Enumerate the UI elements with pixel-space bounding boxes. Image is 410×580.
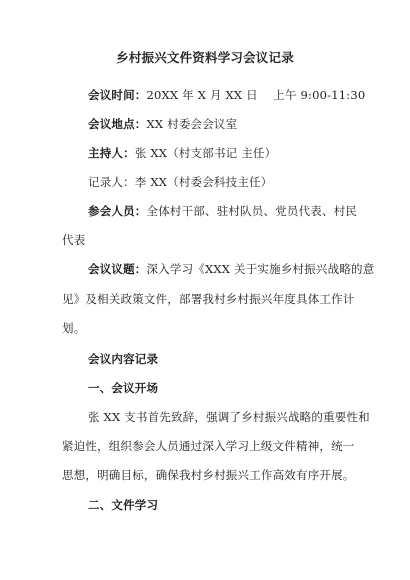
attendees-line-1: [88, 203, 357, 219]
meeting-place: [88, 116, 237, 132]
host: [88, 145, 276, 161]
section-1-line-2: 紧迫性，组织参会人员通过深入学习上级文件精神，统一: [62, 439, 355, 453]
meeting-time: [88, 87, 365, 103]
recorder: [88, 174, 272, 190]
recorder-label: 记录人：: [88, 175, 135, 189]
recorder-value: 李 XX（村委会科技主任）: [134, 175, 273, 189]
topic-value-1: 深入学习《XXX 关于实施乡村振兴战略的意: [146, 262, 375, 276]
topic-line-3: 划。: [62, 321, 86, 335]
host-label: 主持人：: [88, 146, 135, 160]
attendees-line-2: 代表: [62, 233, 86, 247]
topic-line-2: 见》及相关政策文件，部署我村乡村振兴年度具体工作计: [62, 292, 355, 306]
section-2-heading: 二、文件学习: [88, 498, 159, 512]
section-1-line-3: 思想，明确目标，确保我村乡村振兴工作高效有序开展。: [62, 468, 355, 482]
meeting-place-label: 会议地点：: [88, 117, 147, 131]
meeting-place-value: XX 村委会会议室: [146, 117, 238, 131]
attendees-value-1: 全体村干部、驻村队员、党员代表、村民: [146, 204, 358, 218]
document-title: 乡村振兴文件资料学习会议记录: [116, 50, 294, 65]
content-heading: 会议内容记录: [88, 352, 159, 366]
meeting-time-value: 20XX 年 X 月 XX 日 上午 9:00-11:30: [146, 88, 366, 102]
topic-line-1: [88, 261, 374, 277]
meeting-time-label: 会议时间：: [88, 88, 147, 102]
section-1-line-1: 张 XX 支书首先致辞，强调了乡村振兴战略的重要性和: [88, 410, 370, 424]
attendees-label: 参会人员：: [88, 204, 147, 218]
topic-label: 会议议题：: [88, 262, 147, 276]
section-1-heading: 一、会议开场: [88, 381, 159, 395]
host-value: 张 XX（村支部书记 主任）: [134, 146, 277, 160]
